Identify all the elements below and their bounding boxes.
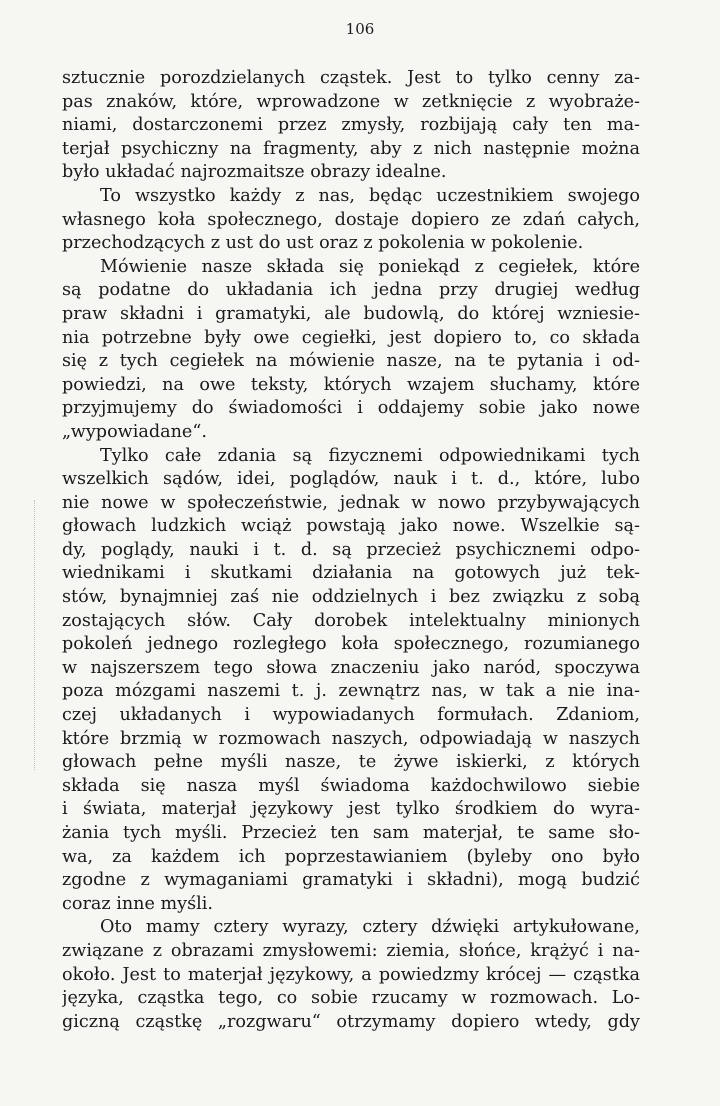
text-line: coraz inne myśli. xyxy=(62,893,213,914)
text-line: wszelkich sądów, idei, poglądów, nauk i t. d., które, lubo xyxy=(62,469,640,490)
body-text xyxy=(62,67,640,1034)
text-line: wa, za każdem ich poprzestawianiem (byleby ono było xyxy=(62,846,640,867)
text-line: terjał psychiczny na fragmenty, aby z nich następnie można xyxy=(62,138,640,159)
text-line: było układać najrozmaitsze obrazy idealne. xyxy=(62,162,447,183)
text-line: głowach ludzkich wciąż powstają jako nowe. Wszelkie są- xyxy=(62,516,640,537)
text-line: własnego koła społecznego, dostaje dopiero ze zdań całych, xyxy=(62,209,640,230)
text-line: i świata, materjał językowy jest tylko środkiem do wyra- xyxy=(62,799,640,820)
text-line: składa się nasza myśl świadoma każdochwilowo siebie xyxy=(62,775,640,796)
text-line: powiedzi, na owe teksty, których wzajem słuchamy, które xyxy=(62,374,640,395)
text-line: w najszerszem tego słowa znaczeniu jako naród, spoczywa xyxy=(62,657,640,678)
text-line: nia potrzebne były owe cegiełki, jest dopiero to, co składa xyxy=(62,327,640,348)
text-line: giczną cząstkę „rozgwaru“ otrzymamy dopiero wtedy, gdy xyxy=(62,1011,640,1032)
text-line: To wszystko każdy z nas, będąc uczestnikiem swojego xyxy=(100,185,640,206)
text-line: sztucznie porozdzielanych cząstek. Jest to tylko cenny za- xyxy=(62,68,640,88)
text-line: „wypowiadane“. xyxy=(62,421,207,442)
margin-annotation-line xyxy=(34,500,37,770)
text-line: są podatne do układania ich jedna przy drugiej według xyxy=(62,280,640,301)
text-line: pas znaków, które, wprowadzone w zetknięcie z wyobraże- xyxy=(62,91,640,112)
text-line: Mówienie nasze składa się poniekąd z cegiełek, które xyxy=(100,256,640,277)
text-line: zgodne z wymaganiami gramatyki i składni), mogą budzić xyxy=(62,870,640,891)
text-line: dy, poglądy, nauki i t. d. są przecież psychicznemi odpo- xyxy=(62,539,640,560)
text-line: poza mózgami naszemi t. j. zewnątrz nas, w tak a nie ina- xyxy=(62,681,640,702)
text-line: języka, cząstka tego, co sobie rzucamy w rozmowach. Lo- xyxy=(62,988,640,1009)
text-line: przechodzących z ust do ust oraz z pokolenia w pokolenie. xyxy=(62,233,584,254)
text-line: które brzmią w rozmowach naszych, odpowiadają w naszych xyxy=(62,728,640,749)
text-line: się z tych cegiełek na mówienie nasze, na te pytania i od- xyxy=(62,351,640,372)
text-line: głowach pełne myśli nasze, te żywe iskierki, z których xyxy=(62,752,640,773)
text-line: około. Jest to materjał językowy, a powiedzmy krócej — cząstka xyxy=(62,964,640,985)
text-line: żania tych myśli. Przecież ten sam materjał, te same sło- xyxy=(62,823,640,843)
text-line: przyjmujemy do świadomości i oddajemy sobie jako nowe xyxy=(62,398,640,419)
page-number: 106 xyxy=(345,20,375,38)
text-line: Tylko całe zdania są fizycznemi odpowiednikami tych xyxy=(100,445,640,466)
text-line: związane z obrazami zmysłowemi: ziemia, słońce, krążyć i na- xyxy=(62,940,640,961)
text-line: wiednikami i skutkami działania na gotowych już tek- xyxy=(62,563,640,584)
text-line: niami, dostarczonemi przez zmysły, rozbijają cały ten ma- xyxy=(62,115,640,136)
text-line: nie nowe w społeczeństwie, jednak w nowo przybywających xyxy=(62,492,640,513)
text-line: praw składni i gramatyki, ale budowlą, do której wzniesie- xyxy=(62,303,640,324)
text-line: Oto mamy cztery wyrazy, cztery dźwięki artykułowane, xyxy=(100,917,640,938)
text-line: zostających słów. Cały dorobek intelektualny minionych xyxy=(62,610,640,631)
text-line: pokoleń jednego rozległego koła społecznego, rozumianego xyxy=(62,634,640,655)
text-line: stów, bynajmniej zaś nie oddzielnych i bez związku z sobą xyxy=(62,587,640,608)
text-line: czej układanych i wypowiadanych formułach. Zdaniom, xyxy=(62,705,640,726)
